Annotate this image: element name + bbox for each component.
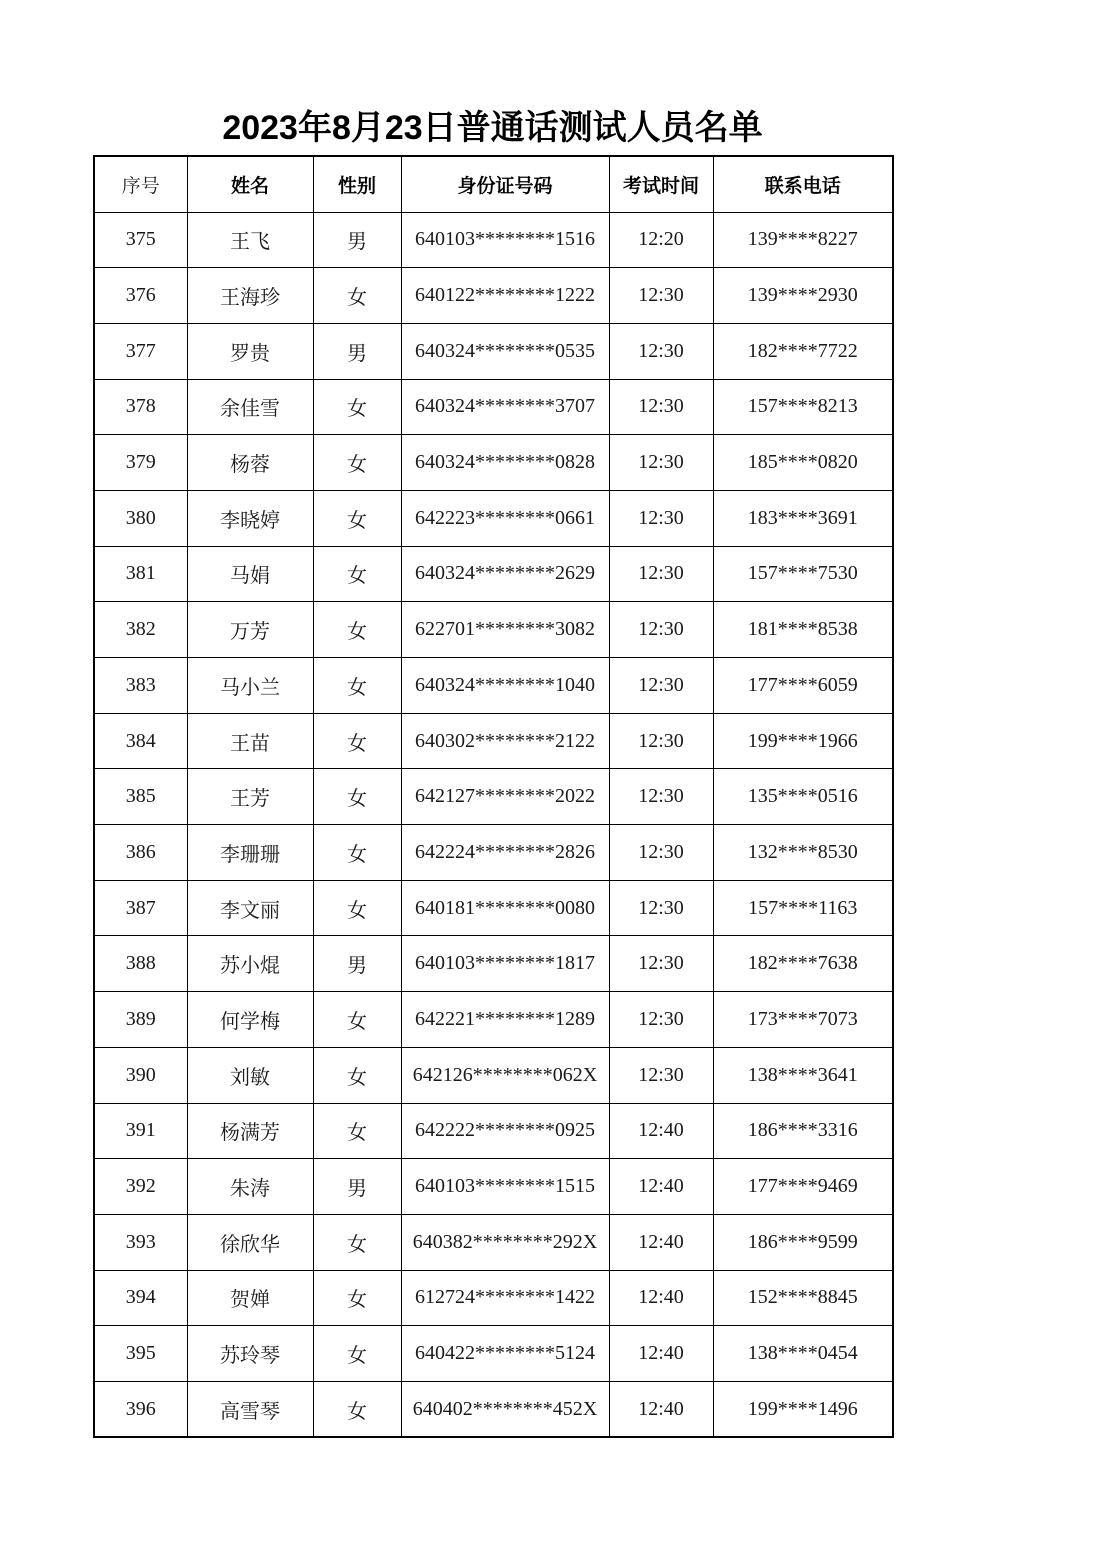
id-number-cell: 642126********062X <box>401 1047 609 1103</box>
seq-cell: 382 <box>94 602 187 658</box>
seq-cell: 392 <box>94 1159 187 1215</box>
table-row <box>94 546 893 602</box>
phone-cell: 183****3691 <box>713 490 893 546</box>
gender-cell: 女 <box>313 1326 401 1382</box>
gender-cell: 女 <box>313 1047 401 1103</box>
phone-cell: 177****6059 <box>713 658 893 714</box>
id-number-cell: 640324********0828 <box>401 435 609 491</box>
id-number-cell: 640122********1222 <box>401 268 609 324</box>
name-cell: 万芳 <box>187 602 313 658</box>
seq-cell: 381 <box>94 546 187 602</box>
header-row <box>94 156 893 212</box>
id-number-cell: 640422********5124 <box>401 1326 609 1382</box>
phone-cell: 157****1163 <box>713 880 893 936</box>
exam-time-cell: 12:40 <box>609 1214 713 1270</box>
seq-cell: 393 <box>94 1214 187 1270</box>
id-number-cell: 640324********1040 <box>401 658 609 714</box>
name-cell: 何学梅 <box>187 992 313 1048</box>
id-number-cell: 622701********3082 <box>401 602 609 658</box>
gender-cell: 男 <box>313 212 401 268</box>
table-row <box>94 658 893 714</box>
name-cell: 余佳雪 <box>187 379 313 435</box>
table-row <box>94 1270 893 1326</box>
gender-cell: 女 <box>313 1214 401 1270</box>
phone-cell: 138****0454 <box>713 1326 893 1382</box>
header-seq: 序号 <box>94 156 187 212</box>
seq-cell: 388 <box>94 936 187 992</box>
exam-time-cell: 12:30 <box>609 268 713 324</box>
gender-cell: 女 <box>313 1381 401 1437</box>
exam-time-cell: 12:30 <box>609 1047 713 1103</box>
table-row <box>94 1103 893 1159</box>
exam-time-cell: 12:30 <box>609 992 713 1048</box>
table-row <box>94 212 893 268</box>
name-cell: 杨蓉 <box>187 435 313 491</box>
id-number-cell: 640402********452X <box>401 1381 609 1437</box>
name-cell: 王飞 <box>187 212 313 268</box>
header-phone: 联系电话 <box>713 156 893 212</box>
id-number-cell: 640103********1516 <box>401 212 609 268</box>
exam-time-cell: 12:30 <box>609 769 713 825</box>
id-number-cell: 640324********0535 <box>401 323 609 379</box>
seq-cell: 378 <box>94 379 187 435</box>
header-gender: 性别 <box>313 156 401 212</box>
exam-time-cell: 12:30 <box>609 825 713 881</box>
name-cell: 朱涛 <box>187 1159 313 1215</box>
exam-time-cell: 12:30 <box>609 490 713 546</box>
name-cell: 马小兰 <box>187 658 313 714</box>
id-number-cell: 640382********292X <box>401 1214 609 1270</box>
exam-time-cell: 12:30 <box>609 435 713 491</box>
gender-cell: 女 <box>313 1103 401 1159</box>
table-row <box>94 490 893 546</box>
phone-cell: 177****9469 <box>713 1159 893 1215</box>
seq-cell: 377 <box>94 323 187 379</box>
gender-cell: 女 <box>313 268 401 324</box>
phone-cell: 199****1496 <box>713 1381 893 1437</box>
gender-cell: 女 <box>313 546 401 602</box>
table-row <box>94 880 893 936</box>
seq-cell: 384 <box>94 713 187 769</box>
gender-cell: 女 <box>313 992 401 1048</box>
phone-cell: 182****7638 <box>713 936 893 992</box>
table-row <box>94 825 893 881</box>
table-row <box>94 602 893 658</box>
table-row <box>94 936 893 992</box>
table-row <box>94 323 893 379</box>
id-number-cell: 640324********2629 <box>401 546 609 602</box>
id-number-cell: 642222********0925 <box>401 1103 609 1159</box>
phone-cell: 199****1966 <box>713 713 893 769</box>
id-number-cell: 640103********1817 <box>401 936 609 992</box>
name-cell: 高雪琴 <box>187 1381 313 1437</box>
seq-cell: 395 <box>94 1326 187 1382</box>
gender-cell: 男 <box>313 323 401 379</box>
id-number-cell: 640302********2122 <box>401 713 609 769</box>
exam-time-cell: 12:30 <box>609 880 713 936</box>
exam-time-cell: 12:40 <box>609 1159 713 1215</box>
table-row <box>94 713 893 769</box>
table-row <box>94 379 893 435</box>
roster-table <box>93 155 894 1438</box>
seq-cell: 394 <box>94 1270 187 1326</box>
gender-cell: 男 <box>313 936 401 992</box>
table-row <box>94 1214 893 1270</box>
seq-cell: 379 <box>94 435 187 491</box>
seq-cell: 391 <box>94 1103 187 1159</box>
table-row <box>94 1326 893 1382</box>
phone-cell: 186****9599 <box>713 1214 893 1270</box>
exam-time-cell: 12:40 <box>609 1270 713 1326</box>
seq-cell: 387 <box>94 880 187 936</box>
phone-cell: 186****3316 <box>713 1103 893 1159</box>
id-number-cell: 642224********2826 <box>401 825 609 881</box>
table-row <box>94 435 893 491</box>
name-cell: 王苗 <box>187 713 313 769</box>
gender-cell: 女 <box>313 490 401 546</box>
header-name: 姓名 <box>187 156 313 212</box>
table-row <box>94 1047 893 1103</box>
header-id-number: 身份证号码 <box>401 156 609 212</box>
page-title: 2023年8月23日普通话测试人员名单 <box>222 109 763 147</box>
phone-cell: 138****3641 <box>713 1047 893 1103</box>
gender-cell: 女 <box>313 379 401 435</box>
gender-cell: 女 <box>313 880 401 936</box>
name-cell: 刘敏 <box>187 1047 313 1103</box>
id-number-cell: 612724********1422 <box>401 1270 609 1326</box>
seq-cell: 375 <box>94 212 187 268</box>
id-number-cell: 642127********2022 <box>401 769 609 825</box>
name-cell: 杨满芳 <box>187 1103 313 1159</box>
exam-time-cell: 12:40 <box>609 1381 713 1437</box>
phone-cell: 157****8213 <box>713 379 893 435</box>
name-cell: 李珊珊 <box>187 825 313 881</box>
phone-cell: 139****2930 <box>713 268 893 324</box>
gender-cell: 男 <box>313 1159 401 1215</box>
seq-cell: 390 <box>94 1047 187 1103</box>
phone-cell: 185****0820 <box>713 435 893 491</box>
gender-cell: 女 <box>313 769 401 825</box>
seq-cell: 396 <box>94 1381 187 1437</box>
exam-time-cell: 12:30 <box>609 713 713 769</box>
gender-cell: 女 <box>313 602 401 658</box>
table-row <box>94 992 893 1048</box>
table-header <box>94 156 893 212</box>
seq-cell: 376 <box>94 268 187 324</box>
id-number-cell: 642223********0661 <box>401 490 609 546</box>
gender-cell: 女 <box>313 658 401 714</box>
table-body <box>94 212 893 1437</box>
phone-cell: 135****0516 <box>713 769 893 825</box>
name-cell: 贺婵 <box>187 1270 313 1326</box>
exam-time-cell: 12:40 <box>609 1326 713 1382</box>
exam-time-cell: 12:20 <box>609 212 713 268</box>
exam-time-cell: 12:40 <box>609 1103 713 1159</box>
exam-time-cell: 12:30 <box>609 936 713 992</box>
gender-cell: 女 <box>313 1270 401 1326</box>
seq-cell: 383 <box>94 658 187 714</box>
id-number-cell: 640324********3707 <box>401 379 609 435</box>
header-exam-time: 考试时间 <box>609 156 713 212</box>
phone-cell: 182****7722 <box>713 323 893 379</box>
id-number-cell: 640181********0080 <box>401 880 609 936</box>
name-cell: 李文丽 <box>187 880 313 936</box>
phone-cell: 152****8845 <box>713 1270 893 1326</box>
seq-cell: 386 <box>94 825 187 881</box>
exam-time-cell: 12:30 <box>609 379 713 435</box>
name-cell: 马娟 <box>187 546 313 602</box>
seq-cell: 380 <box>94 490 187 546</box>
table-row <box>94 268 893 324</box>
name-cell: 苏玲琴 <box>187 1326 313 1382</box>
seq-cell: 385 <box>94 769 187 825</box>
exam-time-cell: 12:30 <box>609 546 713 602</box>
phone-cell: 132****8530 <box>713 825 893 881</box>
phone-cell: 157****7530 <box>713 546 893 602</box>
seq-cell: 389 <box>94 992 187 1048</box>
phone-cell: 181****8538 <box>713 602 893 658</box>
phone-cell: 139****8227 <box>713 212 893 268</box>
table-row <box>94 1381 893 1437</box>
gender-cell: 女 <box>313 435 401 491</box>
name-cell: 罗贵 <box>187 323 313 379</box>
exam-time-cell: 12:30 <box>609 658 713 714</box>
id-number-cell: 640103********1515 <box>401 1159 609 1215</box>
name-cell: 王海珍 <box>187 268 313 324</box>
id-number-cell: 642221********1289 <box>401 992 609 1048</box>
gender-cell: 女 <box>313 713 401 769</box>
table-row <box>94 769 893 825</box>
name-cell: 王芳 <box>187 769 313 825</box>
exam-time-cell: 12:30 <box>609 602 713 658</box>
name-cell: 苏小焜 <box>187 936 313 992</box>
table-row <box>94 1159 893 1215</box>
gender-cell: 女 <box>313 825 401 881</box>
name-cell: 徐欣华 <box>187 1214 313 1270</box>
name-cell: 李晓婷 <box>187 490 313 546</box>
exam-time-cell: 12:30 <box>609 323 713 379</box>
phone-cell: 173****7073 <box>713 992 893 1048</box>
